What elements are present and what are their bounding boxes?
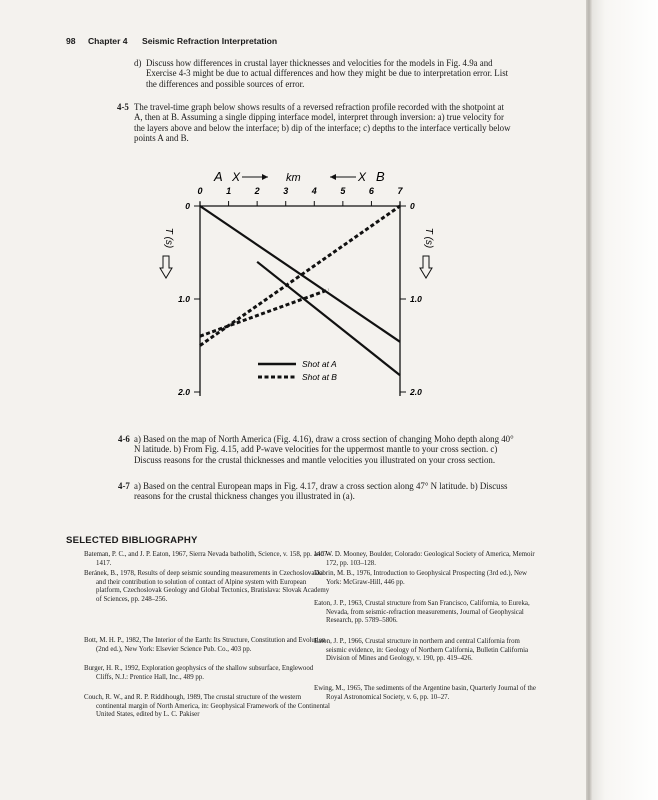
exercise-4-7-label: 4-7: [118, 481, 130, 491]
legend-label: Shot at A: [302, 359, 337, 369]
bibliography-heading: SELECTED BIBLIOGRAPHY: [66, 535, 198, 546]
bib-entry: Burger, H. R., 1992, Exploration geophysics of the shallow subsurface, Englewood Cliffs, N.J.: Prentice Hall, Inc., 489 pp.: [84, 665, 314, 681]
distance-unit-label: km: [286, 172, 301, 184]
shot-b-line: [200, 290, 329, 337]
y-axis-label-left: T (s): [163, 227, 174, 249]
x-tick-label: 4: [311, 186, 317, 196]
point-label-b: B: [376, 169, 385, 184]
x-marker-left-icon: X: [232, 170, 241, 184]
y-tick-label-right: 2.0: [410, 387, 422, 397]
y-tick-label-left: 0: [185, 201, 190, 211]
x-tick-label: 0: [197, 186, 203, 196]
exercise-4-7-text: a) Based on the central European maps in Fig. 4.17, draw a cross section along 47° N latitude. b) Discuss reasons for the crustal thickness changes you illustrated in (a).: [134, 481, 508, 502]
legend-label: Shot at B: [302, 372, 337, 382]
exercise-4-5-text: The travel-time graph below shows results of a reversed refraction profile recorded with the shotpoint at A, then at B. Assuming a single dipping interface model, interpret through inversion: a) true velocity for the layers above and below the interface; b) dip of the interface; c) depths to the interface vertically below points A and B.: [134, 102, 511, 144]
x-tick-label: 5: [340, 186, 346, 196]
bib-entry: Eaton, J. P., 1963, Crustal structure from San Francisco, California, to Eureka, Nevada, from seismic-refraction measurements, Journal of Geophysical Research, pp. 5789–5806.: [314, 600, 530, 625]
exercise-4-6-text: a) Based on the map of North America (Fig. 4.16), draw a cross section of changing Moho depth along 40° N latitude. b) From Fig. 4.15, add P-wave velocities for the uppermost mantle to your cross section. c) Discuss reasons for the crustal thicknesses and mantle velocities you illustrated on your cross section.: [134, 434, 514, 465]
arrowhead-right-icon: [262, 174, 268, 180]
bib-entry: Dobrin, M. B., 1976, Introduction to Geophysical Prospecting (3rd ed.), New York: McGraw-Hill, 446 pp.: [314, 570, 528, 586]
bib-entry: Bott, M. H. P., 1982, The Interior of the Earth: Its Structure, Constitution and Evolution (2nd ed.), New York: Elsevier Science Pub. Co., 403 pp.: [84, 637, 326, 653]
x-tick-label: 7: [397, 186, 403, 196]
bib-entry: Bateman, P. C., and J. P. Eaton, 1967, Sierra Nevada batholith, Science, v. 158, pp. 1407–1417.: [84, 551, 331, 567]
chapter-title: Seismic Refraction Interpretation: [141, 36, 278, 46]
arrowhead-left-icon: [330, 174, 336, 180]
exercise-d-text: Discuss how differences in crustal layer thicknesses and velocities for the models in Fig. 4.9a and Exercise 4-3 might be due to actual differences and how they might be due to interpretation error. List the differences and possible sources of error.: [146, 58, 509, 89]
y-axis-label-right: T (s): [423, 227, 434, 249]
chapter-label: Chapter 4: [87, 36, 128, 46]
shot-a-line: [200, 206, 400, 342]
page-number: 98: [66, 36, 76, 46]
x-tick-label: 1: [226, 186, 232, 196]
bib-entry: and W. D. Mooney, Boulder, Colorado: Geological Society of America, Memoir 172, pp. 103–128.: [314, 551, 535, 567]
exercise-d-label: d): [134, 58, 142, 68]
x-tick-label: 2: [254, 186, 260, 196]
bib-entry: Ewing, M., 1965, The sediments of the Argentine basin, Quarterly Journal of the Royal Astronomical Society, v. 6, pp. 10–27.: [314, 685, 536, 701]
down-arrow-icon: [420, 256, 432, 278]
x-marker-right-icon: X: [358, 170, 367, 184]
down-arrow-icon: [160, 256, 172, 278]
y-tick-label-left: 2.0: [178, 387, 190, 397]
exercise-4-6-label: 4-6: [118, 434, 130, 444]
bib-entry: Beránek, B., 1978, Results of deep seismic sounding measurements in Czechoslovakia and their contribution to solution of contact of Alpine system with European platform, Czechoslovak Geology and Global Tectonics, Bratislava: Slovak Academy of Sciences, pp. 248–256.: [84, 570, 330, 603]
y-tick-label-right: 1.0: [410, 294, 422, 304]
y-tick-label-right: 0: [410, 201, 415, 211]
x-tick-label: 6: [368, 186, 374, 196]
bib-entry: Eaton, J. P., 1966, Crustal structure in northern and central California from seismic evidence, in: Geology of Northern California, Bulletin California Division of Mines and Geology, v. 190, pp. 419–426.: [314, 638, 529, 663]
x-tick-label: 3: [283, 186, 289, 196]
graph-marks: [160, 169, 434, 397]
bib-entry: Couch, R. W., and R. P. Riddihough, 1989, The crustal structure of the western continental margin of North America, in: Geophysical Framework of the Continental United States, edited by L. C. Pakiser: [84, 694, 330, 719]
exercise-4-5-label: 4-5: [117, 102, 129, 112]
y-tick-label-left: 1.0: [178, 294, 190, 304]
point-label-a: A: [214, 169, 223, 184]
